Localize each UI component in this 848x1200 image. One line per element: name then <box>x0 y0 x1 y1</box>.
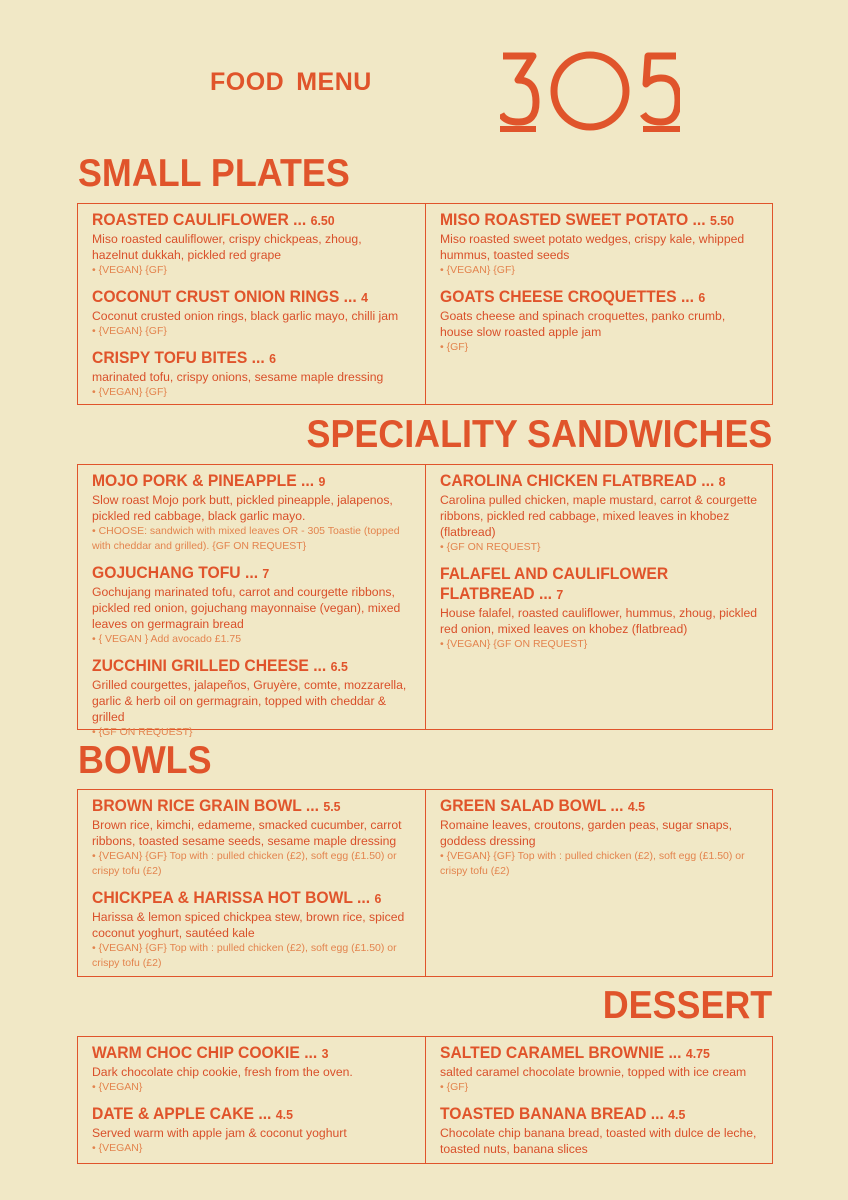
dessert-left-column <box>78 1037 425 1163</box>
item-description: marinated tofu, crispy onions, sesame maple dressing <box>92 370 384 384</box>
dessert-box <box>77 1036 773 1164</box>
bowls-right-column <box>425 790 772 976</box>
item-price: 3 <box>321 1046 329 1061</box>
item-tags: • CHOOSE: sandwich with mixed leaves OR - 305 Toastie (topped with cheddar and grilled). {GF ON REQUEST} <box>92 525 400 552</box>
item-description: Grilled courgettes, jalapeños, Gruyère, comte, mozzarella, garlic & herb oil on germagrain, topped with cheddar & grilled <box>92 678 407 724</box>
item-name: ZUCCHINI GRILLED CHEESE ... <box>92 657 327 675</box>
item-description: salted caramel chocolate brownie, topped with ice cream <box>440 1065 747 1079</box>
item-tags: • { VEGAN } Add avocado £1.75 <box>92 633 242 645</box>
menu-item <box>92 888 411 971</box>
item-description: Miso roasted cauliflower, crispy chickpeas, zhoug, hazelnut dukkah, pickled red grape <box>92 232 362 262</box>
item-tags: • {GF ON REQUEST} <box>440 541 541 553</box>
item-price: 7 <box>262 566 270 581</box>
menu-item <box>440 796 758 879</box>
item-name: GOATS CHEESE CROQUETTES ... <box>440 288 695 306</box>
small-plates-left-column <box>78 204 425 404</box>
sandwiches-box <box>77 464 773 738</box>
item-price: 5.50 <box>709 213 735 228</box>
item-name: TOASTED BANANA BREAD ... <box>440 1105 664 1123</box>
food-menu-title <box>210 68 384 97</box>
menu-item <box>92 210 411 278</box>
menu-item <box>440 1104 758 1157</box>
item-name: CHICKPEA & HARISSA HOT BOWL ... <box>92 889 371 907</box>
bowls-box <box>77 789 773 977</box>
item-tags: • {VEGAN} {GF} <box>92 264 167 276</box>
item-price: 4.75 <box>685 1046 710 1061</box>
item-price: 9 <box>318 474 326 489</box>
item-tags: • {VEGAN} <box>92 1081 143 1093</box>
item-description: Dark chocolate chip cookie, fresh from the oven. <box>92 1065 353 1079</box>
item-price: 6.5 <box>330 659 348 674</box>
menu-item <box>92 563 411 647</box>
menu-item <box>440 1043 758 1095</box>
menu-item <box>92 796 411 879</box>
item-description: Gochujang marinated tofu, carrot and courgette ribbons, pickled red onion, gojuchang mayonnaise (vegan), mixed leaves on germagrain bread <box>92 585 401 631</box>
menu-item <box>92 1104 411 1156</box>
item-tags: • {VEGAN} {GF} Top with : pulled chicken (£2), soft egg (£1.50) or crispy tofu (£2) <box>440 850 745 877</box>
sandwiches-right-column <box>425 465 772 729</box>
food-menu-title-word1: FOOD <box>210 68 285 96</box>
item-price: 4.5 <box>275 1107 293 1122</box>
item-description: House falafel, roasted cauliflower, hummus, zhoug, pickled red onion, mixed leaves on khobez (flatbread) <box>440 606 758 636</box>
item-name: FALAFEL AND CAULIFLOWER FLATBREAD ... <box>440 565 669 603</box>
item-description: Served warm with apple jam & coconut yoghurt <box>92 1126 347 1140</box>
item-name: CAROLINA CHICKEN FLATBREAD ... <box>440 472 715 490</box>
menu-item <box>440 287 758 355</box>
menu-item <box>92 1043 411 1095</box>
item-name: COCONUT CRUST ONION RINGS ... <box>92 288 357 306</box>
item-description: Slow roast Mojo pork butt, pickled pineapple, jalapenos, pickled red cabbage, black garlic mayo. <box>92 493 393 523</box>
small-plates-right-column <box>425 204 772 404</box>
section-title-bowls: BOWLS <box>78 739 212 782</box>
item-description: Miso roasted sweet potato wedges, crispy kale, whipped hummus, toasted seeds <box>440 232 745 262</box>
section-title-small-plates: SMALL PLATES <box>78 152 350 195</box>
item-price: 4.5 <box>627 799 646 814</box>
item-description: Carolina pulled chicken, maple mustard, carrot & courgette ribbons, pickled red cabbage, mixed leaves in khobez (flatbread) <box>440 493 758 539</box>
item-tags: • {GF ON REQUEST} <box>92 726 193 738</box>
item-name: WARM CHOC CHIP COOKIE ... <box>92 1044 318 1062</box>
item-tags: • {GF} <box>440 1081 469 1093</box>
item-name: CRISPY TOFU BITES ... <box>92 349 265 367</box>
item-tags: • {VEGAN} {GF ON REQUEST} <box>440 638 588 650</box>
item-name: MISO ROASTED SWEET POTATO ... <box>440 211 706 229</box>
item-tags: • {GF} <box>440 341 469 353</box>
bowls-left-column <box>78 790 425 976</box>
item-name: DATE & APPLE CAKE ... <box>92 1105 272 1123</box>
item-price: 6.50 <box>310 213 335 228</box>
item-tags: • {VEGAN} {GF} Top with : pulled chicken (£2), soft egg (£1.50) or crispy tofu (£2) <box>92 942 397 969</box>
menu-item <box>440 564 758 652</box>
menu-item <box>440 471 758 555</box>
item-tags: • {VEGAN} {GF} <box>440 264 515 276</box>
item-price: 7 <box>556 587 564 602</box>
item-description: Romaine leaves, croutons, garden peas, sugar snaps, goddess dressing <box>440 818 732 848</box>
menu-item <box>92 471 411 554</box>
item-price: 4 <box>361 290 368 305</box>
item-description: Goats cheese and spinach croquettes, panko crumb, house slow roasted apple jam <box>440 309 726 339</box>
sandwiches-left-column <box>78 465 425 738</box>
item-tags: • {VEGAN} {GF} <box>92 325 167 337</box>
item-tags: • {VEGAN} {GF} <box>92 386 167 398</box>
section-title-dessert: DESSERT <box>602 984 772 1027</box>
menu-item <box>92 348 411 400</box>
item-name: GOJUCHANG TOFU ... <box>92 564 259 582</box>
item-name: SALTED CARAMEL BROWNIE ... <box>440 1044 682 1062</box>
menu-item <box>440 210 758 278</box>
food-menu-title-word2: MENU <box>296 68 372 96</box>
item-description: Chocolate chip banana bread, toasted with dulce de leche, toasted nuts, banana slices <box>440 1126 757 1156</box>
item-name: GREEN SALAD BOWL ... <box>440 797 624 815</box>
item-description: Brown rice, kimchi, edameme, smacked cucumber, carrot ribbons, toasted sesame seeds, sesame maple dressing <box>92 818 402 848</box>
dessert-right-column <box>425 1037 772 1163</box>
item-name: BROWN RICE GRAIN BOWL ... <box>92 797 319 815</box>
item-price: 5.5 <box>323 799 341 814</box>
item-description: Harissa & lemon spiced chickpea stew, brown rice, spiced coconut yoghurt, sautéed kale <box>92 910 405 940</box>
item-price: 6 <box>374 891 382 906</box>
section-title-speciality-sandwiches: SPECIALITY SANDWICHES <box>306 413 772 456</box>
item-price: 4.5 <box>668 1107 686 1122</box>
menu-item <box>92 287 411 339</box>
item-price: 8 <box>718 474 726 489</box>
item-tags: • {VEGAN} <box>92 1142 143 1154</box>
item-name: ROASTED CAULIFLOWER ... <box>92 211 307 229</box>
item-tags: • {VEGAN} {GF} Top with : pulled chicken (£2), soft egg (£1.50) or crispy tofu (£2) <box>92 850 397 877</box>
item-price: 6 <box>698 290 706 305</box>
item-price: 6 <box>269 351 276 366</box>
small-plates-box <box>77 203 773 405</box>
305-logo <box>500 50 680 136</box>
menu-item <box>92 656 411 740</box>
item-description: Coconut crusted onion rings, black garlic mayo, chilli jam <box>92 309 399 323</box>
item-name: MOJO PORK & PINEAPPLE ... <box>92 472 315 490</box>
